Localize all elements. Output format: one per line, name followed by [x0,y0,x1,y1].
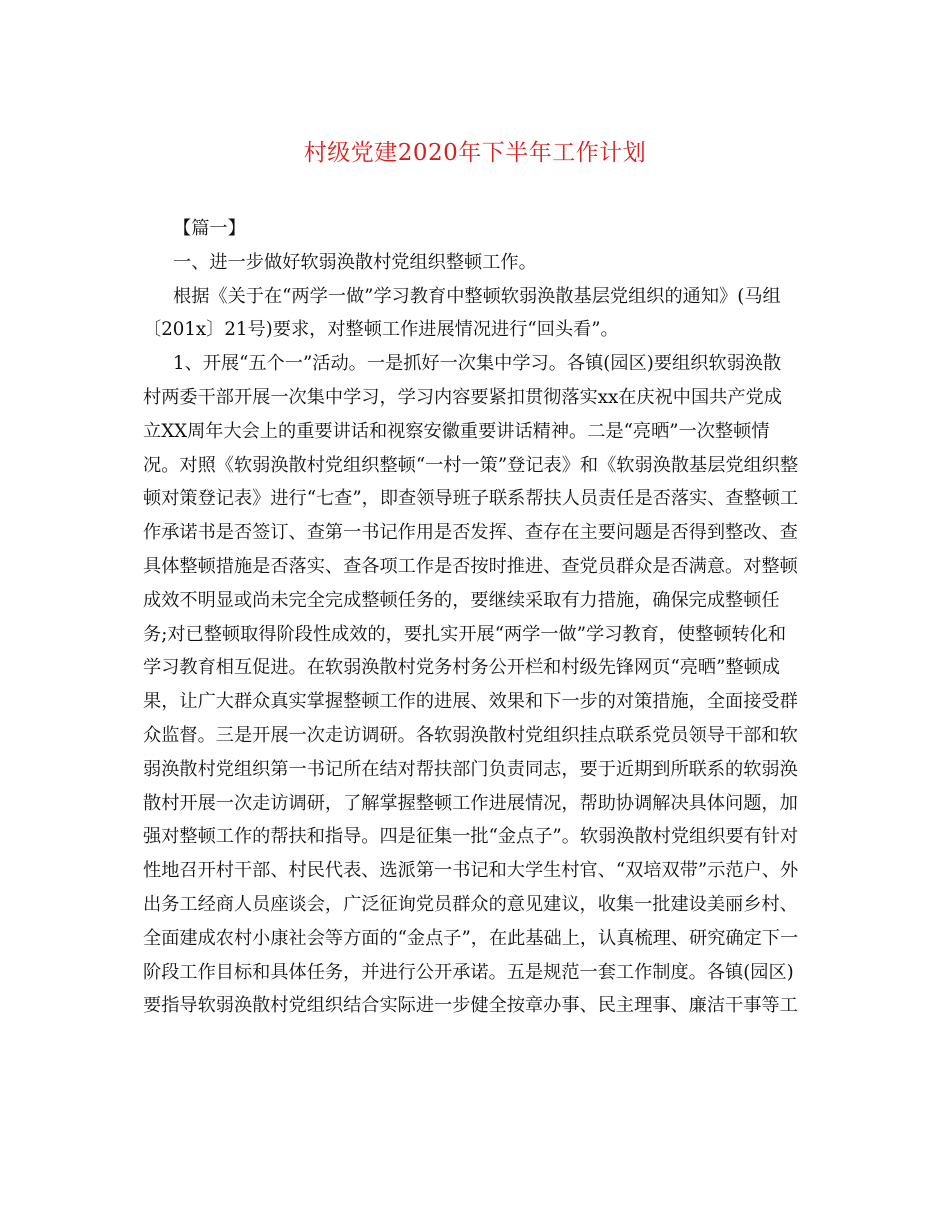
paragraph-line: 弱涣散村党组织第一书记所在结对帮扶部门负责同志，要于近期到所联系的软弱涣 [143,758,798,780]
paragraph-line: 散村开展一次走访调研，了解掌握整顿工作进展情况，帮助协调解决具体问题，加 [143,792,798,814]
paragraph-line: 阶段工作目标和具体任务，并进行公开承诺。五是规范一套工作制度。各镇(园区) [143,961,794,983]
section-heading: 【篇一】 [173,218,246,239]
paragraph-line: 〔201x〕21号)要求，对整顿工作进展情况进行“回头看”。 [143,319,619,341]
document-body [143,212,815,1023]
paragraph-line: 成效不明显或尚未完全完成整顿任务的，要继续采取有力措施，确保完成整顿任 [143,589,780,611]
paragraph-line: 要指导软弱涣散村党组织结合实际进一步健全按章办事、民主理事、廉洁干事等工 [143,995,798,1017]
paragraph-line: 顿对策登记表》进行“七查”，即查领导班子联系帮扶人员责任是否落实、查整顿工 [143,488,799,510]
paragraph-line: 务;对已整顿取得阶段性成效的，要扎实开展“两学一做”学习教育，使整顿转化和 [143,623,787,645]
paragraph-line: 具体整顿措施是否落实、查各项工作是否按时推进、查党员群众是否满意。对整顿 [143,555,798,577]
paragraph-line: 果，让广大群众真实掌握整顿工作的进展、效果和下一步的对策措施，全面接受群 [143,691,798,713]
paragraph-line: 众监督。三是开展一次走访调研。各软弱涣散村党组织挂点联系党员领导干部和软 [143,724,798,746]
paragraph-line: 作承诺书是否签订、查第一书记作用是否发挥、查存在主要问题是否得到整改、查 [143,522,798,544]
paragraph-line: 立XX周年大会上的重要讲话和视察安徽重要讲话精神。二是“亮晒”一次整顿情 [143,420,770,442]
paragraph-line: 出务工经商人员座谈会，广泛征询党员群众的意见建议，收集一批建设美丽乡村、 [143,893,798,915]
paragraph-line: 根据《关于在“两学一做”学习教育中整顿软弱涣散基层党组织的通知》(马组 [173,285,781,307]
paragraph-line: 村两委干部开展一次集中学习，学习内容要紧扣贯彻落实xx在庆祝中国共产党成 [143,386,782,408]
paragraph-line: 1、开展“五个一”活动。一是抓好一次集中学习。各镇(园区)要组织软弱涣散 [173,353,782,375]
document-title: 村级党建2020年下半年工作计划 [303,140,647,166]
paragraph-line: 学习教育相互促进。在软弱涣散村党务村务公开栏和村级先锋网页“亮晒”整顿成 [143,657,780,679]
paragraph-line: 全面建成农村小康社会等方面的“金点子”，在此基础上，认真梳理、研究确定下一 [143,927,799,949]
paragraph-heading: 一、进一步做好软弱涣散村党组织整顿工作。 [173,251,537,273]
paragraph-line: 性地召开村干部、村民代表、选派第一书记和大学生村官、“双培双带”示范户、外 [143,860,799,882]
paragraph-line: 强对整顿工作的帮扶和指导。四是征集一批“金点子”。软弱涣散村党组织要有针对 [143,826,799,848]
paragraph-line: 况。对照《软弱涣散村党组织整顿“一村一策”登记表》和《软弱涣散基层党组织整 [143,454,799,476]
